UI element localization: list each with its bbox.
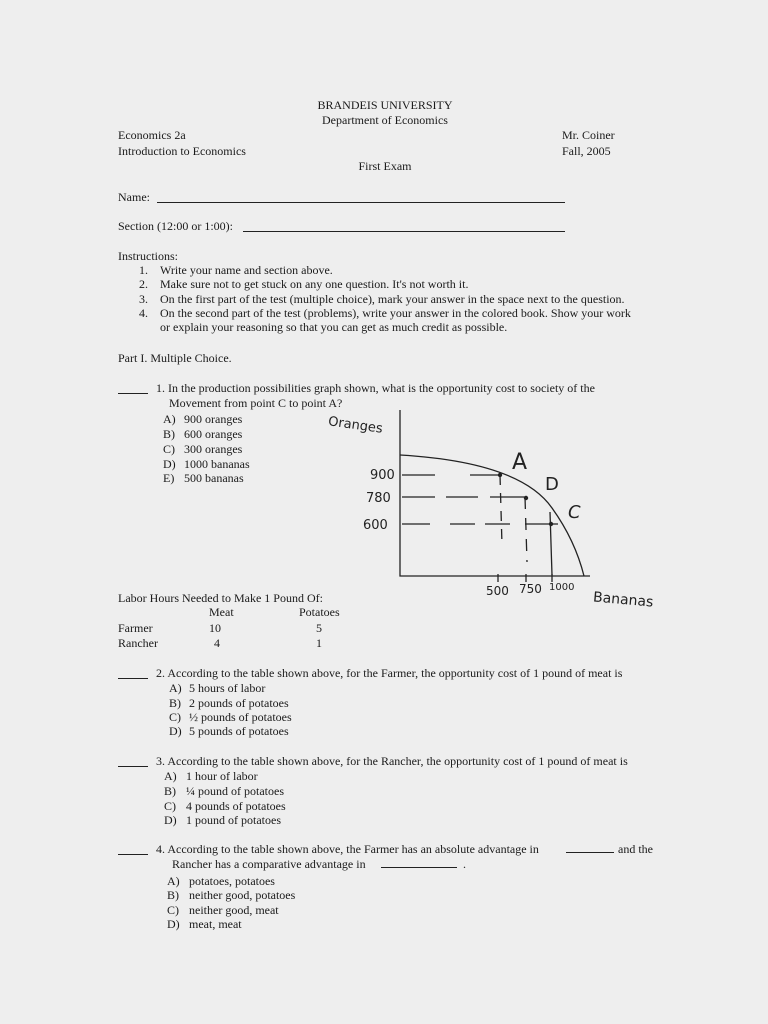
q4-option-letter: B) [167, 888, 179, 902]
section-field[interactable] [243, 231, 565, 232]
name-field[interactable] [157, 202, 565, 203]
q1-option-e: 500 bananas [184, 471, 244, 485]
university-name: BRANDEIS UNIVERSITY [317, 98, 453, 112]
q4-option-c: neither good, meat [189, 903, 279, 917]
q2-option-c: ½ pounds of potatoes [189, 710, 292, 724]
graph-y-axis-label: Oranges [327, 414, 384, 437]
instruction-num: 4. [139, 306, 148, 320]
instructor-name: Mr. Coiner [562, 128, 615, 142]
graph-axes [400, 410, 590, 576]
q4-option-letter: C) [167, 903, 179, 917]
instruction-num: 3. [139, 292, 148, 306]
labor-table-title: Labor Hours Needed to Make 1 Pound Of: [118, 591, 323, 605]
labor-table-cell: 1 [316, 636, 322, 650]
q3-option-d: 1 pound of potatoes [186, 813, 281, 827]
q4-text-end: and the [618, 842, 653, 856]
q1-option-letter: C) [163, 442, 175, 456]
department-name: Department of Economics [322, 113, 448, 127]
q1-answer-blank[interactable] [118, 393, 148, 394]
graph-y-tick: 600 [363, 518, 388, 533]
section-label: Section (12:00 or 1:00): [118, 219, 233, 233]
labor-table-row-label: Farmer [118, 621, 153, 635]
q4-inline-blank-2[interactable] [381, 867, 457, 868]
q4-option-d: meat, meat [189, 917, 242, 931]
graph-y-tick: 780 [366, 491, 391, 506]
graph-x-tick: 750 [519, 582, 542, 596]
instruction-text-continued: or explain your reasoning so that you can get as much credit as possible. [160, 320, 508, 334]
q1-option-b: 600 oranges [184, 427, 243, 441]
graph-point-label: C [568, 502, 581, 523]
exam-title: First Exam [358, 159, 412, 173]
q2-answer-blank[interactable] [118, 678, 148, 679]
q2-option-letter: D) [169, 724, 182, 738]
graph-point-label: D [545, 474, 559, 495]
graph-x-tick: 1000 [549, 582, 575, 593]
labor-table-col-meat: Meat [209, 605, 234, 619]
graph-x-axis-label: Bananas [592, 589, 654, 611]
q2-option-letter: C) [169, 710, 181, 724]
q4-option-letter: A) [167, 874, 180, 888]
instruction-text: On the first part of the test (multiple choice), mark your answer in the space next to the question. [160, 292, 625, 306]
q4-text-period: . [463, 857, 466, 871]
q3-text: 3. According to the table shown above, for the Rancher, the opportunity cost of 1 pound of meat is [156, 754, 628, 768]
q1-option-a: 900 oranges [184, 412, 243, 426]
q1-option-c: 300 oranges [184, 442, 243, 456]
q3-option-c: 4 pounds of potatoes [186, 799, 286, 813]
q3-option-letter: D) [164, 813, 177, 827]
point-a-marker [498, 473, 502, 477]
instructions-heading: Instructions: [118, 249, 178, 263]
q3-option-b: ¼ pound of potatoes [186, 784, 284, 798]
instruction-text: Make sure not to get stuck on any one question. It's not worth it. [160, 277, 469, 291]
q1-text-continued: Movement from point C to point A? [169, 396, 343, 410]
q2-text: 2. According to the table shown above, for the Farmer, the opportunity cost of 1 pound of meat is [156, 666, 623, 680]
q2-option-a: 5 hours of labor [189, 681, 266, 695]
instruction-text: Write your name and section above. [160, 263, 333, 277]
graph-y-tick: 900 [370, 468, 395, 483]
q4-text: 4. According to the table shown above, the Farmer has an absolute advantage in [156, 842, 539, 856]
q1-option-letter: A) [163, 412, 176, 426]
q3-option-letter: B) [164, 784, 176, 798]
q4-option-a: potatoes, potatoes [189, 874, 275, 888]
q3-answer-blank[interactable] [118, 766, 148, 767]
q1-option-letter: D) [163, 457, 176, 471]
point-d-marker [524, 496, 528, 500]
labor-table-cell: 4 [214, 636, 220, 650]
q2-option-letter: B) [169, 696, 181, 710]
graph-x-tick: 500 [486, 584, 509, 598]
q3-option-letter: C) [164, 799, 176, 813]
q2-option-d: 5 pounds of potatoes [189, 724, 289, 738]
labor-table-row-label: Rancher [118, 636, 158, 650]
q1-option-letter: B) [163, 427, 175, 441]
graph-point-label: A [512, 450, 528, 475]
instruction-num: 1. [139, 263, 148, 277]
point-c-marker [549, 522, 553, 526]
q4-text-continued: Rancher has a comparative advantage in [172, 857, 366, 871]
part1-heading: Part I. Multiple Choice. [118, 351, 232, 365]
name-label: Name: [118, 190, 150, 204]
instruction-num: 2. [139, 277, 148, 291]
labor-table-cell: 5 [316, 621, 322, 635]
course-code: Economics 2a [118, 128, 186, 142]
q1-option-letter: E) [163, 471, 175, 485]
q4-option-letter: D) [167, 917, 180, 931]
q1-text: 1. In the production possibilities graph shown, what is the opportunity cost to society of the [156, 381, 595, 395]
q2-option-b: 2 pounds of potatoes [189, 696, 289, 710]
q2-option-letter: A) [169, 681, 182, 695]
term: Fall, 2005 [562, 144, 611, 158]
q3-option-letter: A) [164, 769, 177, 783]
q1-option-d: 1000 bananas [184, 457, 250, 471]
labor-table-cell: 10 [209, 621, 221, 635]
q4-inline-blank-1[interactable] [566, 852, 614, 853]
labor-table-col-potatoes: Potatoes [299, 605, 340, 619]
q4-option-b: neither good, potatoes [189, 888, 296, 902]
q3-option-a: 1 hour of labor [186, 769, 258, 783]
q4-answer-blank[interactable] [118, 854, 148, 855]
course-name: Introduction to Economics [118, 144, 246, 158]
instruction-text: On the second part of the test (problems), write your answer in the colored book. Show your work [160, 306, 631, 320]
